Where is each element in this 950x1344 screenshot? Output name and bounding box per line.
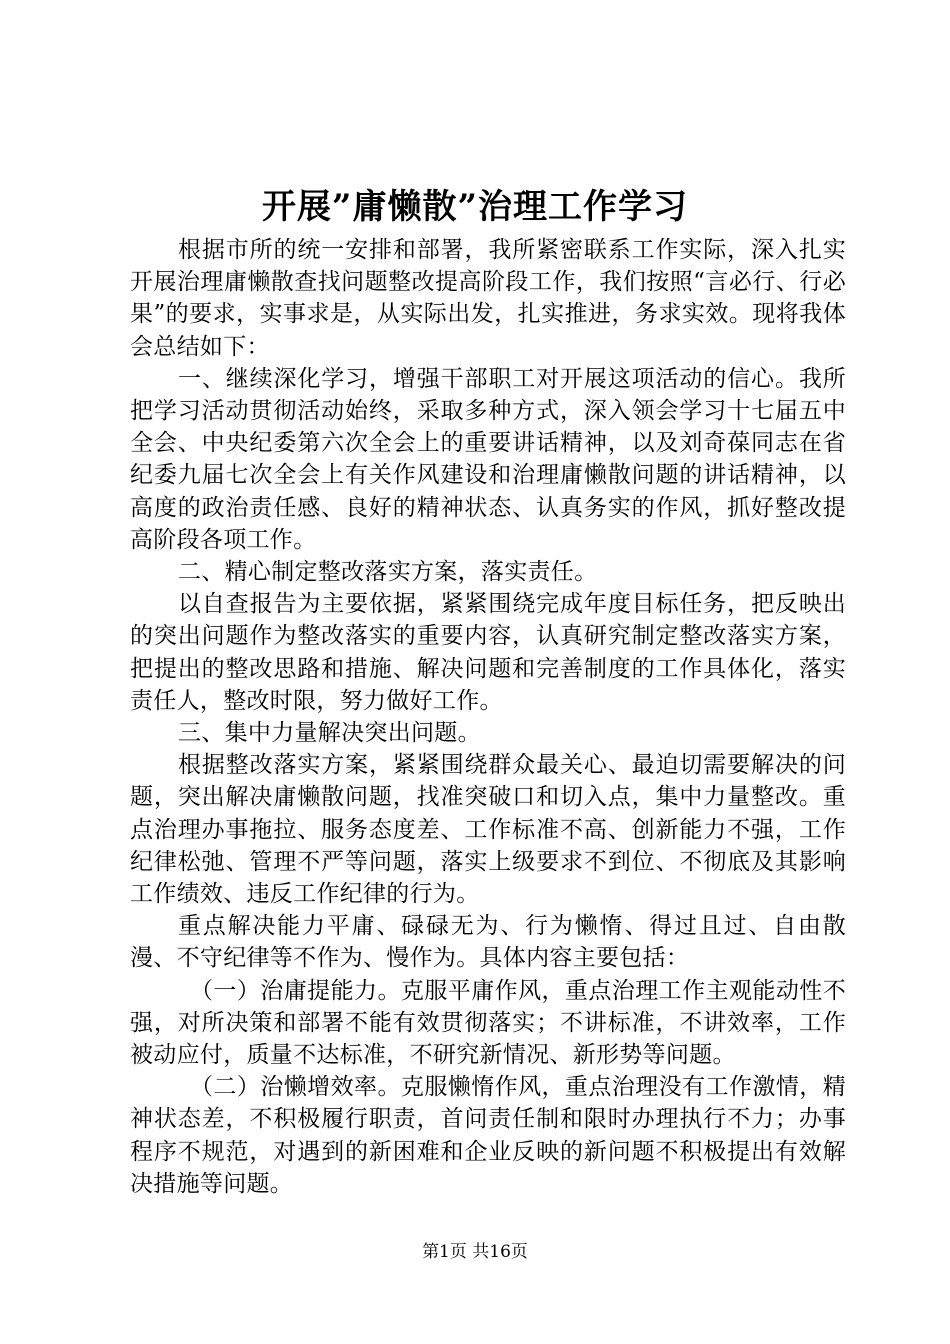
paragraph-section-three-body: 根据整改落实方案，紧紧围绕群众最关心、最迫切需要解决的问题，突出解决庸懒散问题，找准突破口和切入点，集中力量整改。重点治理办事拖拉、服务态度差、工作标准不高、创新能力不强，工作纪律松弛、管理不严等问题，落实上级要求不到位、不彻底及其影响工作绩效、违反工作纪律的行为。 bbox=[130, 752, 846, 908]
paragraph-intro: 根据市所的统一安排和部署，我所紧密联系工作实际，深入扎实开展治理庸懒散查找问题整改提高阶段工作，我们按照“言必行、行必果”的要求，实事求是，从实际出发，扎实推进，务求实效。现将我体会总结如下： bbox=[130, 237, 846, 360]
paragraph-section-two-heading: 二、精心制定整改落实方案，落实责任。 bbox=[178, 559, 598, 586]
page-footer: 第1页 共16页 bbox=[422, 1242, 528, 1262]
paragraph-section-three-heading: 三、集中力量解决突出问题。 bbox=[178, 720, 481, 747]
document-title: 开展”庸懒散”治理工作学习 bbox=[261, 187, 689, 227]
paragraph-item-one: （一）治庸提能力。克服平庸作风，重点治理工作主观能动性不强，对所决策和部署不能有效贯彻落实；不讲标准，不讲效率，工作被动应付，质量不达标准，不研究新情况、新形势等问题。 bbox=[130, 977, 846, 1069]
paragraph-section-one: 一、继续深化学习，增强干部职工对开展这项活动的信心。我所把学习活动贯彻活动始终，采取多种方式，深入领会学习十七届五中全会、中央纪委第六次全会上的重要讲话精神，以及刘奇葆同志在省纪委九届七次全会上有关作风建设和治理庸懒散问题的讲话精神，以高度的政治责任感、良好的精神状态、认真务实的作风，抓好整改提高阶段各项工作。 bbox=[130, 365, 846, 553]
paragraph-section-two-body: 以自查报告为主要依据，紧紧围绕完成年度目标任务，把反映出的突出问题作为整改落实的重要内容，认真研究制定整改落实方案，把提出的整改思路和措施、解决问题和完善制度的工作具体化，落实责任人，整改时限，努力做好工作。 bbox=[130, 591, 846, 714]
paragraph-item-two: （二）治懒增效率。克服懒惰作风，重点治理没有工作激情，精神状态差，不积极履行职责，首问责任制和限时办理执行不力；办事程序不规范，对遇到的新困难和企业反映的新问题不积极提出有效解决措施等问题。 bbox=[130, 1074, 846, 1197]
document-body bbox=[130, 234, 846, 1200]
paragraph-key-issues: 重点解决能力平庸、碌碌无为、行为懒惰、得过且过、自由散漫、不守纪律等不作为、慢作为。具体内容主要包括： bbox=[130, 913, 846, 972]
